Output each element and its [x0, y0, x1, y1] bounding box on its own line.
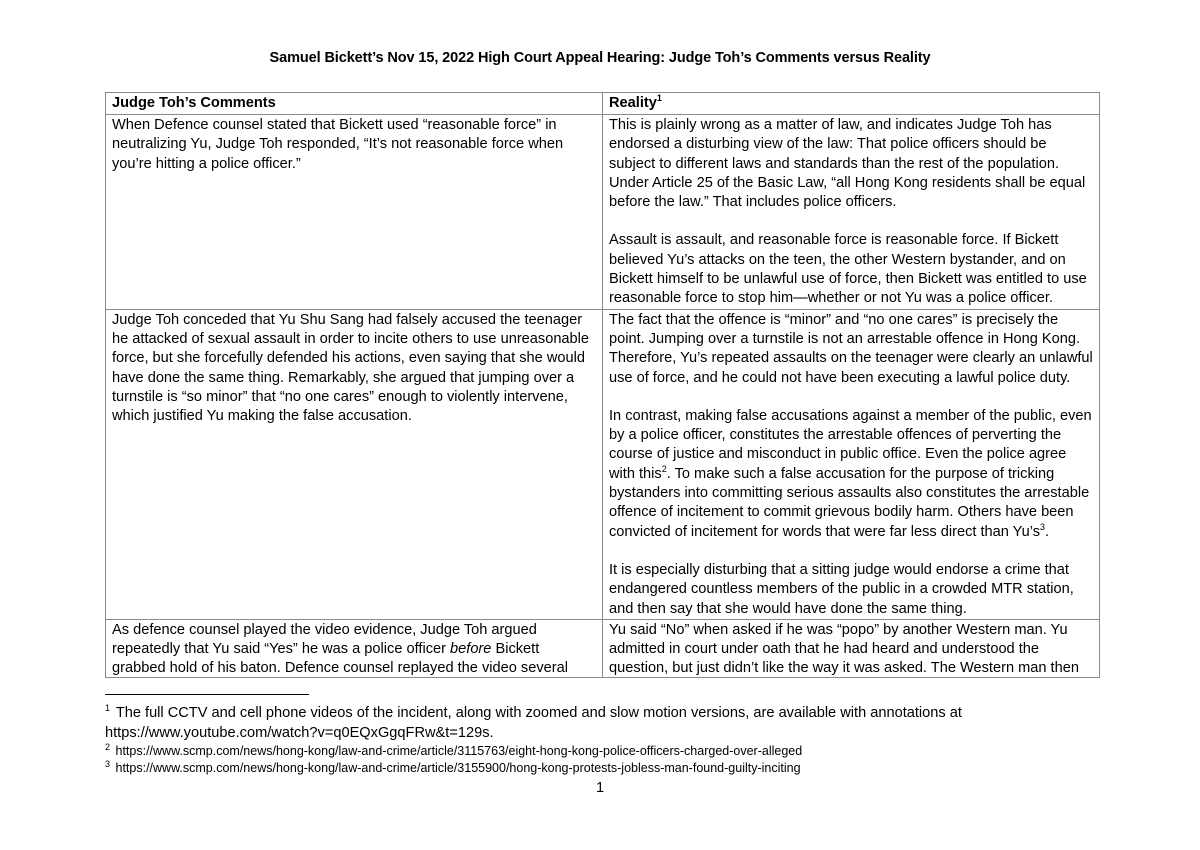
comment-emphasis: before [450, 641, 492, 658]
footnotes [105, 704, 1105, 777]
reality-paragraph: This is plainly wrong as a matter of law, and indicates Judge Toh has endorsed a disturbing view of the law: That police officers should be subject to different laws and standards than the rest of the population. Under Article 25 of the Basic Law, “all Hong Kong residents shall be equal before the law.” That includes police officers. [609, 117, 1086, 211]
reality-text: . To make such a false accusation for the purpose of tricking bystanders into committing serious assaults also constitutes the arrestable offence of incitement to commit grievous bodily harm. Others have been convicted of incitement for words that were far less direct than Yu’s [609, 465, 1090, 540]
header-comments-label: Judge Toh’s Comments [112, 95, 276, 111]
footnote [105, 743, 1105, 760]
reality-paragraph: Yu said “No” when asked if he was “popo” by another Western man. Yu admitted in court under oath that he had heard and understood the question, but just didn’t like the way it was asked. The Western man then [609, 621, 1079, 677]
footnote-number: 1 [105, 703, 111, 714]
comment-cell [106, 619, 603, 677]
comment-text-part: As defence counsel played the video evidence, Judge Toh argued repeatedly that Yu said “Yes” he was a police officer [112, 621, 537, 658]
footnote [105, 704, 1105, 743]
footnote-text: The full CCTV and cell phone videos of the incident, along with zoomed and slow motion versions, are available with annotations at https://www.youtube.com/watch?v=q0EQxGgqFRw&t=129s. [105, 705, 962, 741]
table-row [106, 619, 1100, 677]
reality-paragraph: The fact that the offence is “minor” and “no one cares” is precisely the point. Jumping over a turnstile is not an arrestable offence in Hong Kong. Therefore, Yu’s repeated assaults on the teenager were clearly an unlawful use of force, and he could not have been executing a lawful police duty. [609, 311, 1093, 386]
footnote-ref: 2 [661, 463, 667, 474]
comment-cell [106, 309, 603, 619]
header-reality [603, 93, 1100, 115]
footnote-ref: 3 [1040, 521, 1046, 532]
comment-cell [106, 115, 603, 310]
footnote-link[interactable]: https://www.scmp.com/news/hong-kong/law-and-crime/article/3115763/eight-hong-kong-police-officers-charged-over-alleged [115, 744, 803, 758]
header-comments [106, 93, 603, 115]
reality-text: . [1045, 523, 1050, 540]
reality-cell [603, 115, 1100, 310]
table-row [106, 309, 1100, 619]
footnote-divider [105, 694, 309, 695]
footnote-number: 2 [105, 741, 111, 752]
reality-paragraph: Assault is assault, and reasonable force is reasonable force. If Bickett believed Yu’s attacks on the teen, the other Western bystander, and on Bickett himself to be unlawful use of force, then Bickett was entitled to use reasonable force to stop him—whether or not Yu was a police officer. [609, 232, 1087, 307]
reality-cell [603, 619, 1100, 677]
footnote-ref: 1 [656, 93, 662, 104]
footnote [105, 760, 1105, 777]
page-number: 1 [595, 780, 605, 796]
reality-paragraph [609, 407, 1093, 542]
table-row [106, 115, 1100, 310]
comment-text: Judge Toh conceded that Yu Shu Sang had falsely accused the teenager he attacked of sexual assault in order to incite others to use unreasonable force, but she forcefully defended his actions, even saying that she would have done the same thing. Remarkably, she argued that jumping over a turnstile is “so minor” that “no one cares” enough to violently intervene, which justified Yu making the false accusation. [112, 311, 590, 425]
table-header-row [106, 93, 1100, 115]
footnote-link[interactable]: https://www.scmp.com/news/hong-kong/law-and-crime/article/3155900/hong-kong-protests-jobless-man-found-guilty-inciting [115, 761, 801, 775]
comment-text: When Defence counsel stated that Bickett used “reasonable force” in neutralizing Yu, Judge Toh responded, “It’s not reasonable force when you’re hitting a police officer.” [112, 117, 564, 172]
header-reality-label: Reality [609, 95, 657, 111]
comment-text-part: Bickett grabbed hold of his baton. Defence counsel replayed the video several [112, 641, 568, 677]
reality-paragraph: It is especially disturbing that a sitting judge would endorse a crime that endangered countless members of the public in a crowded MTR station, and then say that she would have done the same thing. [609, 561, 1074, 617]
comparison-table [105, 92, 1100, 678]
reality-cell [603, 309, 1100, 619]
footnote-number: 3 [105, 758, 111, 769]
page-title: Samuel Bickett’s Nov 15, 2022 High Court Appeal Hearing: Judge Toh’s Comments versus Reality [269, 50, 931, 66]
comment-text [112, 621, 596, 677]
reality-text: In contrast, making false accusations against a member of the public, even by a police officer, constitutes the arrestable offences of perverting the course of justice and misconduct in public office. Even the police agree with this [609, 407, 1092, 482]
